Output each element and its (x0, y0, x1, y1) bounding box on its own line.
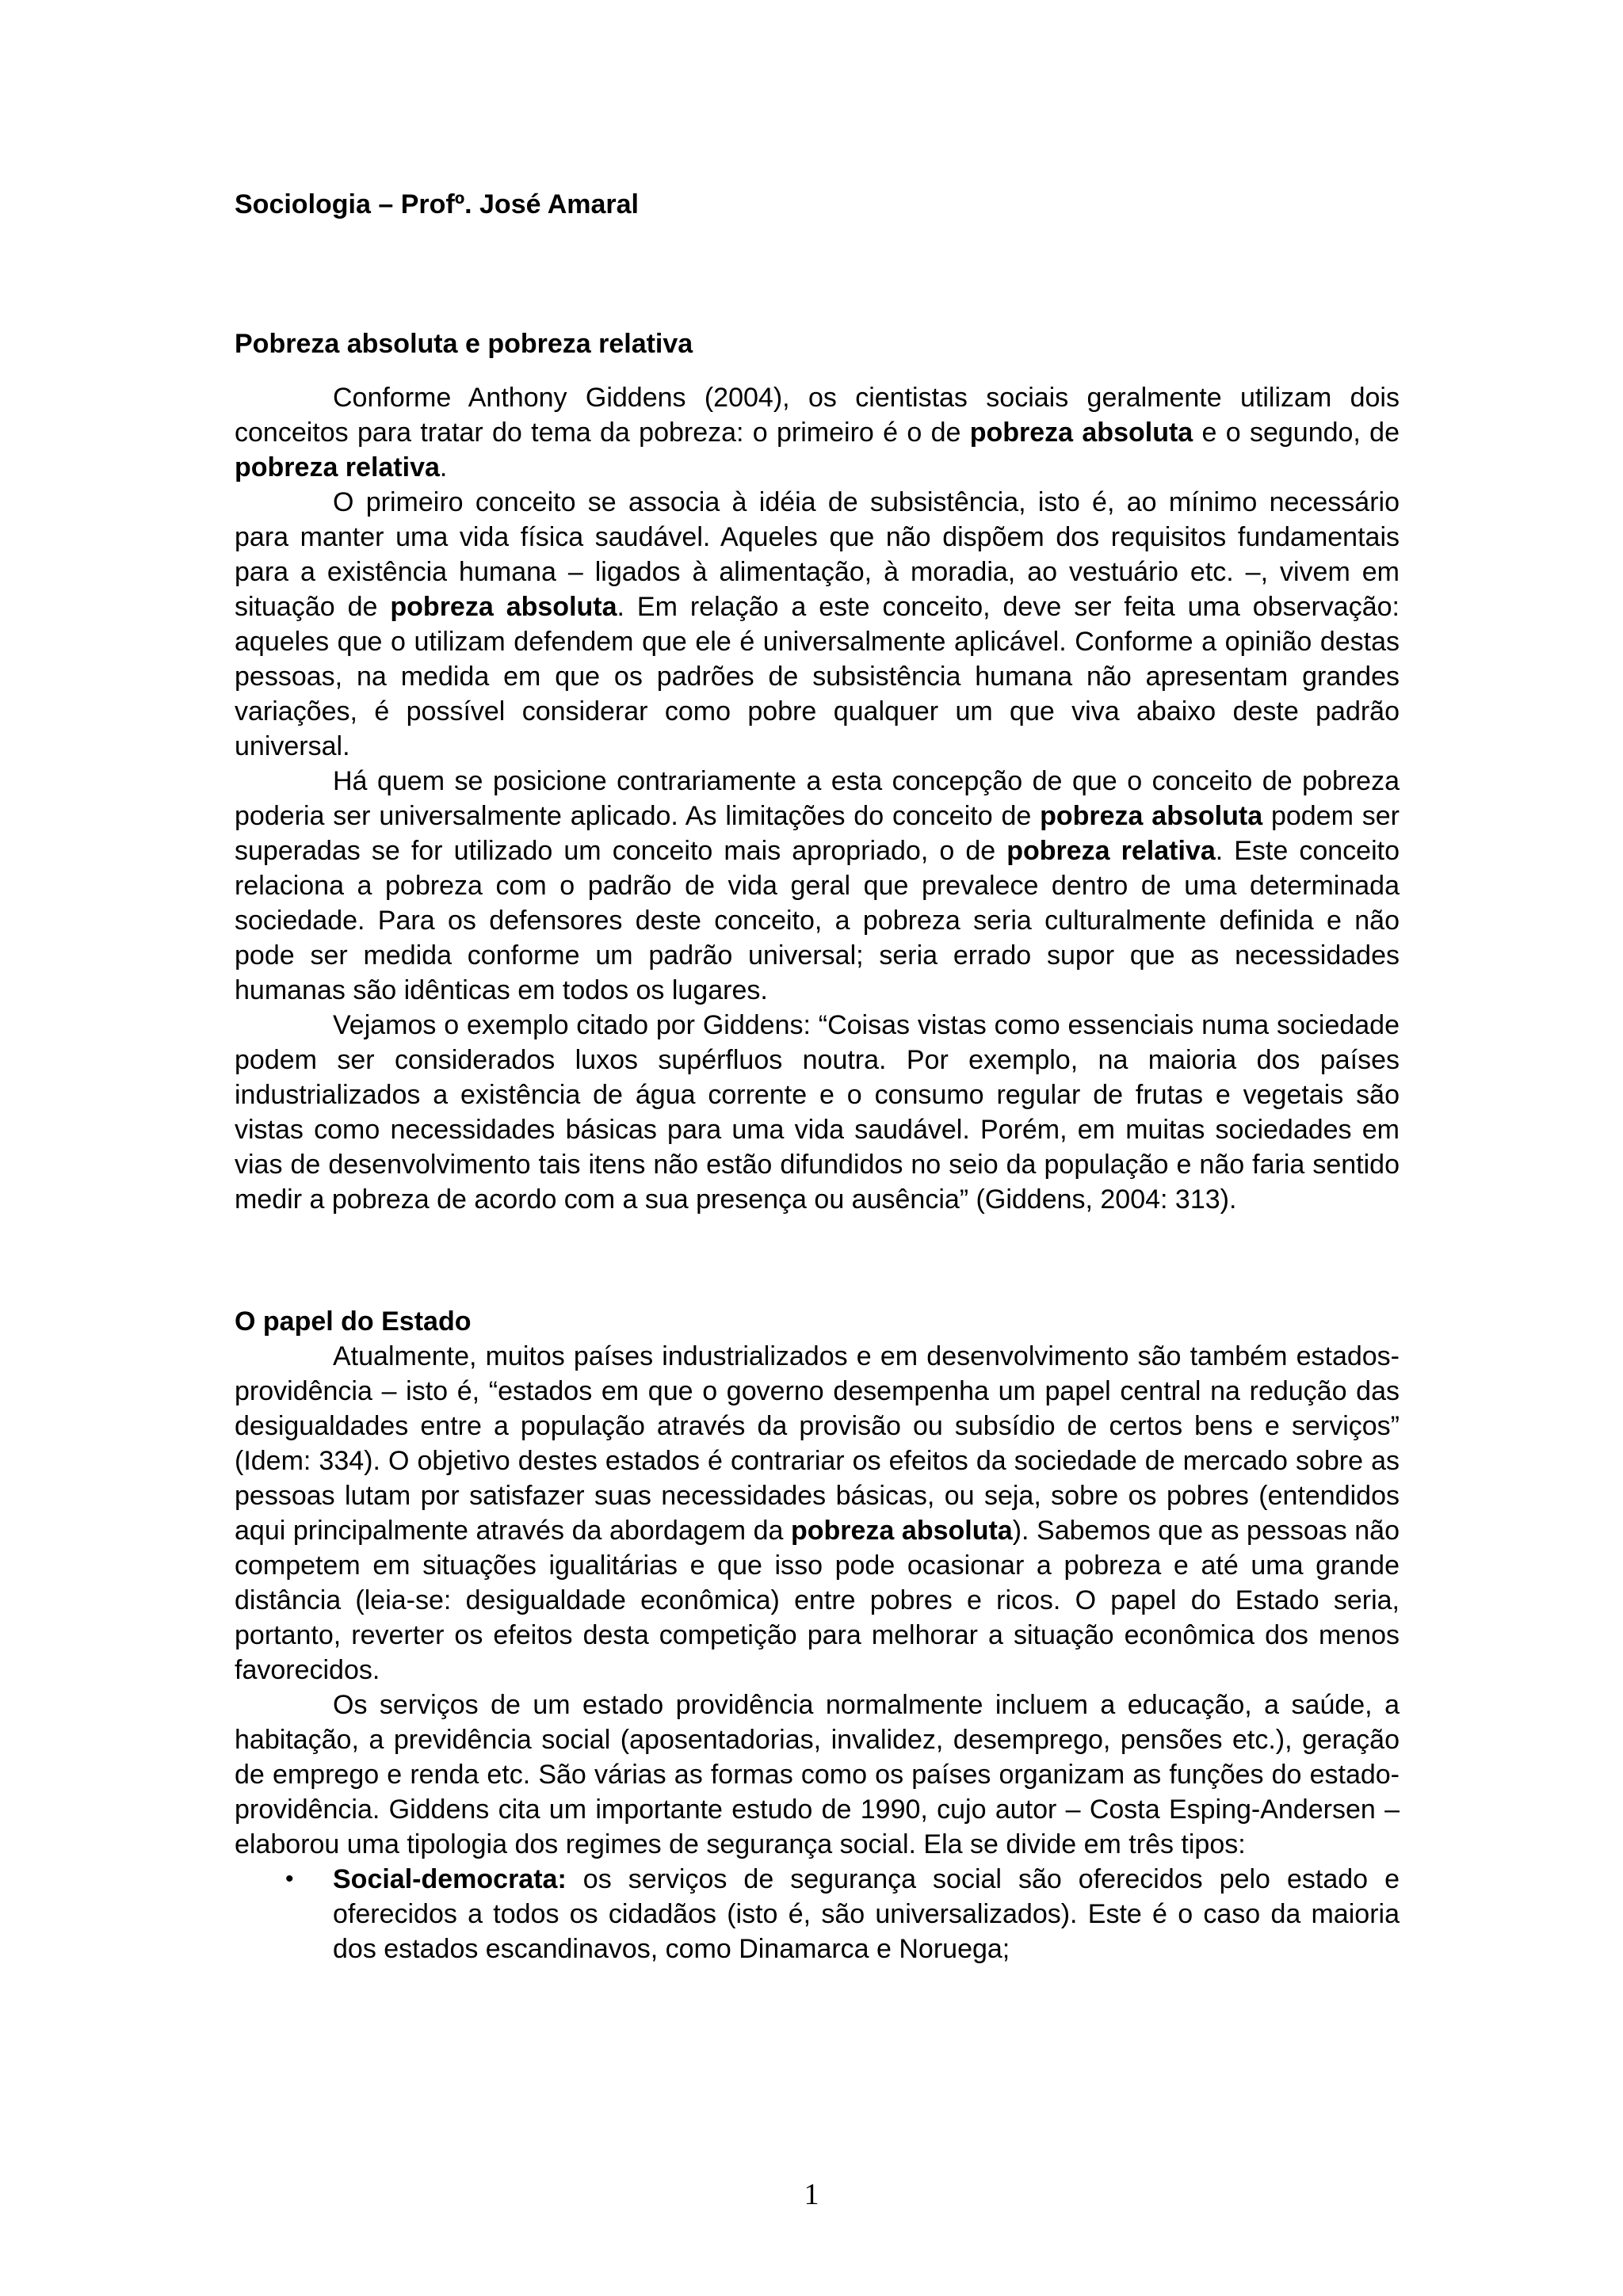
paragraph: Conforme Anthony Giddens (2004), os cientistas sociais geralmente utilizam dois conceitos para tratar do tema da pobreza: o primeiro é o de pobreza absoluta e o segundo, de pobreza relativa. (235, 383, 1400, 482)
section-body-estado (235, 1339, 1400, 1966)
regime-types-list (235, 1862, 1400, 1966)
section-title-estado: O papel do Estado (235, 1306, 472, 1337)
bold-term: pobreza relativa (235, 452, 440, 482)
document-page (235, 187, 1400, 1966)
course-header: Sociologia – Profº. José Amaral (235, 189, 639, 219)
paragraph: Os serviços de um estado providência normalmente incluem a educação, a saúde, a habitação, a previdência social (aposentadorias, invalidez, desemprego, pensões etc.), geração de emprego e renda etc. São várias as formas como os países organizam as funções do estado-providência. Giddens cita um importante estudo de 1990, cujo autor – Costa Esping-Andersen – elaborou uma tipologia dos regimes de segurança social. Ela se divide em três tipos: (235, 1690, 1400, 1859)
bold-term: pobreza absoluta (390, 592, 617, 622)
paragraph: Há quem se posicione contrariamente a esta concepção de que o conceito de pobreza poderia ser universalmente aplicado. As limitações do conceito de pobreza absoluta podem ser superadas se for utilizado um conceito mais apropriado, o de pobreza relativa. Este conceito relaciona a pobreza com o padrão de vida geral que prevalece dentro de uma determinada sociedade. Para os defensores deste conceito, a pobreza seria culturalmente definida e não pode ser medida conforme um padrão universal; seria errado supor que as necessidades humanas são idênticas em todos os lugares. (235, 766, 1400, 1005)
page-number: 1 (804, 2178, 819, 2211)
bold-term: pobreza absoluta (790, 1516, 1013, 1546)
bold-term: pobreza absoluta (1040, 801, 1263, 831)
list-item-label: Social-democrata: (333, 1864, 567, 1894)
bold-term: pobreza absoluta (969, 418, 1193, 448)
list-item: • Social-democrata: os serviços de segurança social são oferecidos pelo estado e oferecidos a todos os cidadãos (isto é, são universalizados). Este é o caso da maioria dos estados escandinavos, como Dinamarca e Noruega; (235, 1862, 1400, 1966)
section-body-pobreza (235, 380, 1400, 1217)
paragraph: O primeiro conceito se associa à idéia de subsistência, isto é, ao mínimo necessário para manter uma vida física saudável. Aqueles que não dispõem dos requisitos fundamentais para a existência humana – ligados à alimentação, à moradia, ao vestuário etc. –, vivem em situação de pobreza absoluta. Em relação a este conceito, deve ser feita uma observação: aqueles que o utilizam defendem que ele é universalmente aplicável. Conforme a opinião destas pessoas, na medida em que os padrões de subsistência humana não apresentam grandes variações, é possível considerar como pobre qualquer um que viva abaixo deste padrão universal. (235, 487, 1400, 761)
paragraph: Atualmente, muitos países industrializados e em desenvolvimento são também estados-providência – isto é, “estados em que o governo desempenha um papel central na redução das desigualdades entre a população através da provisão ou subsídio de certos bens e serviços” (Idem: 334). O objetivo destes estados é contrariar os efeitos da sociedade de mercado sobre as pessoas lutam por satisfazer suas necessidades básicas, ou seja, sobre os pobres (entendidos aqui principalmente através da abordagem da pobreza absoluta). Sabemos que as pessoas não competem em situações igualitárias e que isso pode ocasionar a pobreza e até uma grande distância (leia-se: desigualdade econômica) entre pobres e ricos. O papel do Estado seria, portanto, reverter os efeitos desta competição para melhorar a situação econômica dos menos favorecidos. (235, 1341, 1400, 1685)
bullet-icon: • (285, 1866, 294, 1892)
paragraph: Vejamos o exemplo citado por Giddens: “Coisas vistas como essenciais numa sociedade podem ser considerados luxos supérfluos noutra. Por exemplo, na maioria dos países industrializados a existência de água corrente e o consumo regular de frutas e vegetais são vistas como necessidades básicas para uma vida saudável. Porém, em muitas sociedades em vias de desenvolvimento tais itens não estão difundidos no seio da população e não faria sentido medir a pobreza de acordo com a sua presença ou ausência” (Giddens, 2004: 313). (235, 1010, 1400, 1215)
bold-term: pobreza relativa (1006, 836, 1216, 866)
section-title-pobreza: Pobreza absoluta e pobreza relativa (235, 329, 693, 359)
